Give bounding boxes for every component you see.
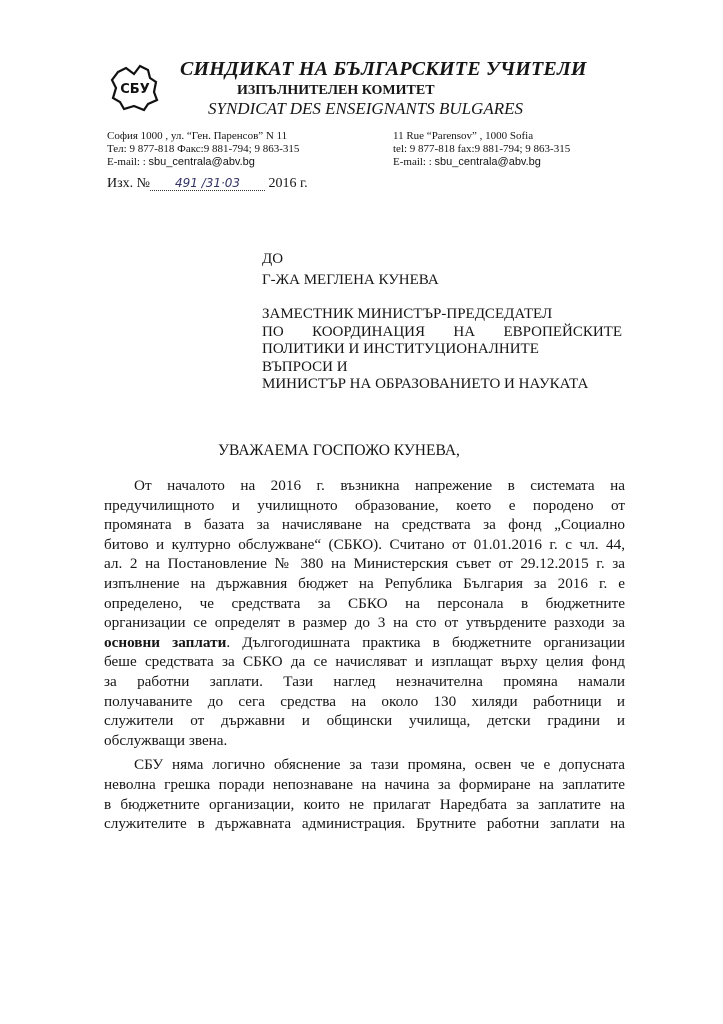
- email-row-bg: [107, 156, 299, 169]
- body-line: изпълнение на държавния бюджет на Република България за 2016 г. е: [104, 574, 625, 592]
- address-bg: София 1000 , ул. “Ген. Паренсов” N 11: [107, 130, 288, 142]
- address-fr: 11 Rue “Parensov” , 1000 Sofia: [393, 130, 534, 142]
- body-line: промяната в базата за начисляване на средствата за фонд „Социално: [104, 516, 625, 534]
- addressee-position: [262, 306, 622, 394]
- reference-year: 2016 г.: [268, 176, 308, 191]
- body-line: получаваните до сега средства на около 130 хиляди работници и: [104, 692, 625, 710]
- email-link-fr[interactable]: sbu_centrala@abv.bg: [434, 156, 541, 168]
- bold-phrase: основни заплати: [104, 633, 227, 651]
- body-line: служители от държавни и общински училища, детски градини и: [104, 712, 625, 730]
- email-label-bg: E-mail: :: [107, 156, 146, 168]
- addressee-line: ПОЛИТИКИ И ИНСТИТУЦИОНАЛНИТЕ: [262, 341, 539, 358]
- email-label-fr: E-mail: :: [393, 156, 432, 168]
- body-line: определено, че средствата за СБКО на персонала в бюджетните: [104, 594, 625, 612]
- addressee-line: ПО КООРДИНАЦИЯ НА ЕВРОПЕЙСКИТЕ: [262, 323, 622, 340]
- salutation: УВАЖАЕМА ГОСПОЖО КУНЕВА,: [218, 442, 460, 459]
- body-line: битово и културно обслужване“ (СБКО). Считано от 01.01.2016 г. с чл. 44,: [104, 535, 625, 553]
- body-line: [104, 633, 625, 653]
- body-line: От началото на 2016 г. възникна напрежение в системата на: [134, 477, 625, 494]
- email-link-bg[interactable]: sbu_centrala@abv.bg: [148, 156, 255, 168]
- body-line: обслужващи звена.: [104, 731, 228, 749]
- union-logo: [110, 62, 160, 112]
- body-line: предучилищното и училищното образование, което е породено от: [104, 496, 625, 514]
- body-line: СБУ няма логично обяснение за тази промяна, освен че е допусната: [134, 756, 625, 774]
- addressee-line: ВЪПРОСИ И: [262, 358, 348, 375]
- body-line: организации се определят в размер до 3 на сто от утвърдените разходи за: [104, 614, 625, 632]
- addressee-line: ЗАМЕСТНИК МИНИСТЪР-ПРЕДСЕДАТЕЛ: [262, 306, 553, 322]
- phone-fr: tel: 9 877-818 fax:9 881-794; 9 863-315: [393, 143, 571, 155]
- body-line: за работни заплати. Тази наглед незначителна промяна намали: [104, 672, 625, 690]
- phone-bg: Тел: 9 877-818 Факс:9 881-794; 9 863-315: [107, 143, 300, 155]
- body-line: ал. 2 на Постановление № 380 на Министерския съвет от 29.12.2015 г. за: [104, 555, 625, 573]
- organization-title: СИНДИКАТ НА БЪЛГАРСКИТЕ УЧИТЕЛИ: [180, 58, 587, 80]
- body-line-tail: . Дългогодишната практика в бюджетните организации: [226, 633, 625, 651]
- contacts-bulgarian: [107, 130, 299, 169]
- outgoing-reference: [107, 176, 308, 192]
- reference-number: 491 /31·03: [150, 176, 265, 191]
- body-line: беше средствата за СБКО да се начисляват и изплащат върху целия фонд: [104, 653, 625, 671]
- email-row-fr: [393, 156, 570, 169]
- organization-subtitle: ИЗПЪЛНИТЕЛЕН КОМИТЕТ: [237, 83, 435, 98]
- addressee-line: МИНИСТЪР НА ОБРАЗОВАНИЕТО И НАУКАТА: [262, 376, 589, 393]
- svg-text:СБУ: СБУ: [120, 82, 150, 97]
- body-line: неволна грешка поради непознаване на начина за формиране на заплатите: [104, 775, 625, 793]
- addressee-to: ДО: [262, 251, 284, 267]
- organization-name-french: SYNDICAT DES ENSEIGNANTS BULGARES: [208, 99, 523, 118]
- body-line: служителите в държавната администрация. Брутните работни заплати на: [104, 815, 625, 833]
- reference-label: Изх. №: [107, 176, 150, 191]
- body-line: в бюджетните организации, които не прилагат Наредбата за заплатите на: [104, 795, 625, 813]
- contacts-french: [393, 130, 570, 169]
- letter-body: [104, 476, 625, 834]
- addressee-name: Г-ЖА МЕГЛЕНА КУНЕВА: [262, 272, 439, 288]
